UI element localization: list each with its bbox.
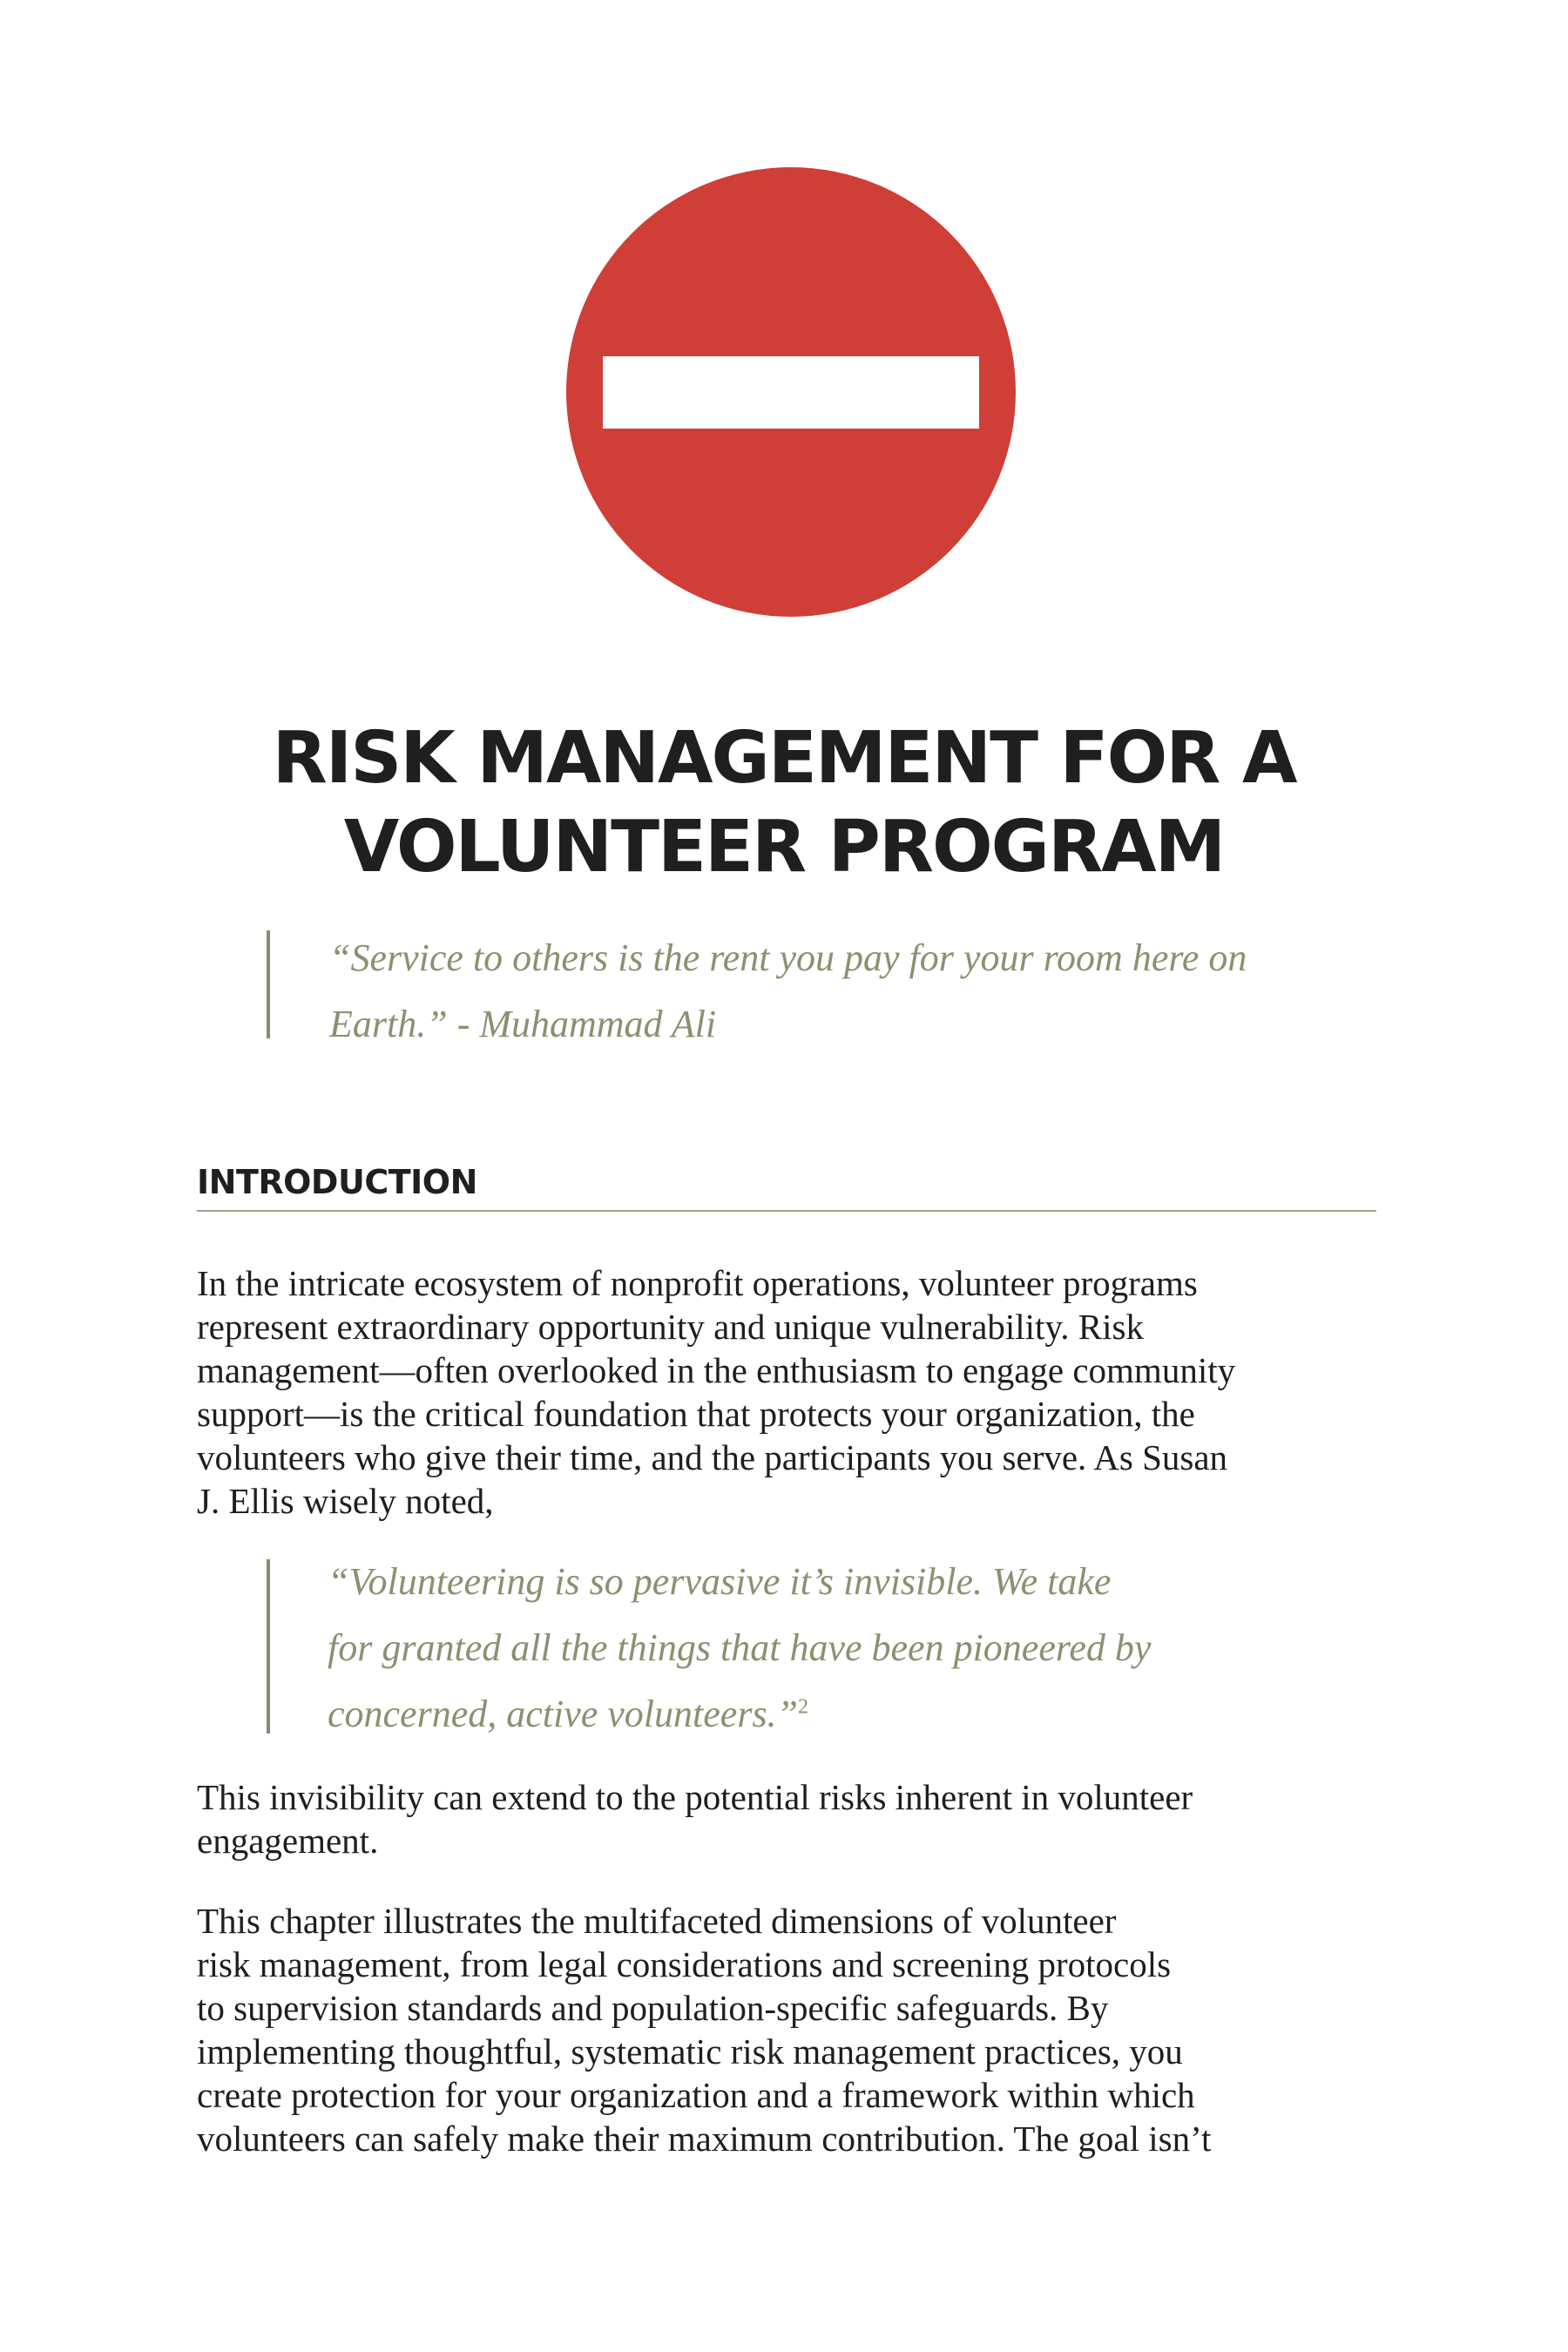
paragraph-line: In the intricate ecosystem of nonprofit operations, volunteer programs [197, 1263, 1198, 1303]
blockquote-line-2: for granted all the things that have been pioneered by [328, 1626, 1152, 1669]
no-entry-icon [564, 166, 1017, 618]
epigraph-line-2: Earth.” - Muhammad Ali [329, 1003, 717, 1045]
section-heading: INTRODUCTION [197, 1163, 1376, 1212]
paragraph-line: management—often overlooked in the enthusiasm to engage community [197, 1350, 1236, 1390]
paragraph-line: engagement. [197, 1821, 379, 1861]
intro-paragraph-2 [197, 1775, 1434, 1862]
chapter-title-line-1: RISK MANAGEMENT FOR A [272, 717, 1296, 800]
ellis-blockquote [267, 1559, 1338, 1734]
paragraph-line: volunteers can safely make their maximum contribution. The goal isn’t [197, 2119, 1212, 2159]
blockquote-line-1: “Volunteering is so pervasive it’s invisible. We take [328, 1560, 1112, 1603]
paragraph-line: implementing thoughtful, systematic risk management practices, you [197, 2031, 1183, 2072]
chapter-title-line-2: VOLUNTEER PROGRAM [343, 806, 1225, 889]
chapter-title [0, 714, 1568, 892]
paragraph-line: support—is the critical foundation that protects your organization, the [197, 1394, 1195, 1434]
paragraph-line: volunteers who give their time, and the participants you serve. As Susan [197, 1437, 1228, 1477]
intro-paragraph-1 [197, 1261, 1434, 1523]
paragraph-line: risk management, from legal considerations and screening protocols [197, 1944, 1172, 1984]
paragraph-line: This chapter illustrates the multifaceted dimensions of volunteer [197, 1901, 1117, 1941]
epigraph-line-1: “Service to others is the rent you pay for your room here on [329, 936, 1247, 979]
paragraph-line: to supervision standards and population-specific safeguards. By [197, 1988, 1109, 2028]
blockquote-line-3: concerned, active volunteers.” [328, 1693, 799, 1735]
footnote-marker[interactable]: 2 [798, 1695, 809, 1719]
epigraph-quote [267, 930, 1427, 1045]
paragraph-line: represent extraordinary opportunity and unique vulnerability. Risk [197, 1307, 1144, 1347]
blockquote-line-3-wrap [328, 1681, 1338, 1747]
paragraph-line: J. Ellis wisely noted, [197, 1481, 494, 1521]
no-entry-bar [603, 356, 979, 429]
paragraph-line: This invisibility can extend to the potential risks inherent in volunteer [197, 1777, 1193, 1817]
intro-paragraph-3 [197, 1899, 1434, 2160]
paragraph-line: create protection for your organization and a framework within which [197, 2075, 1195, 2115]
